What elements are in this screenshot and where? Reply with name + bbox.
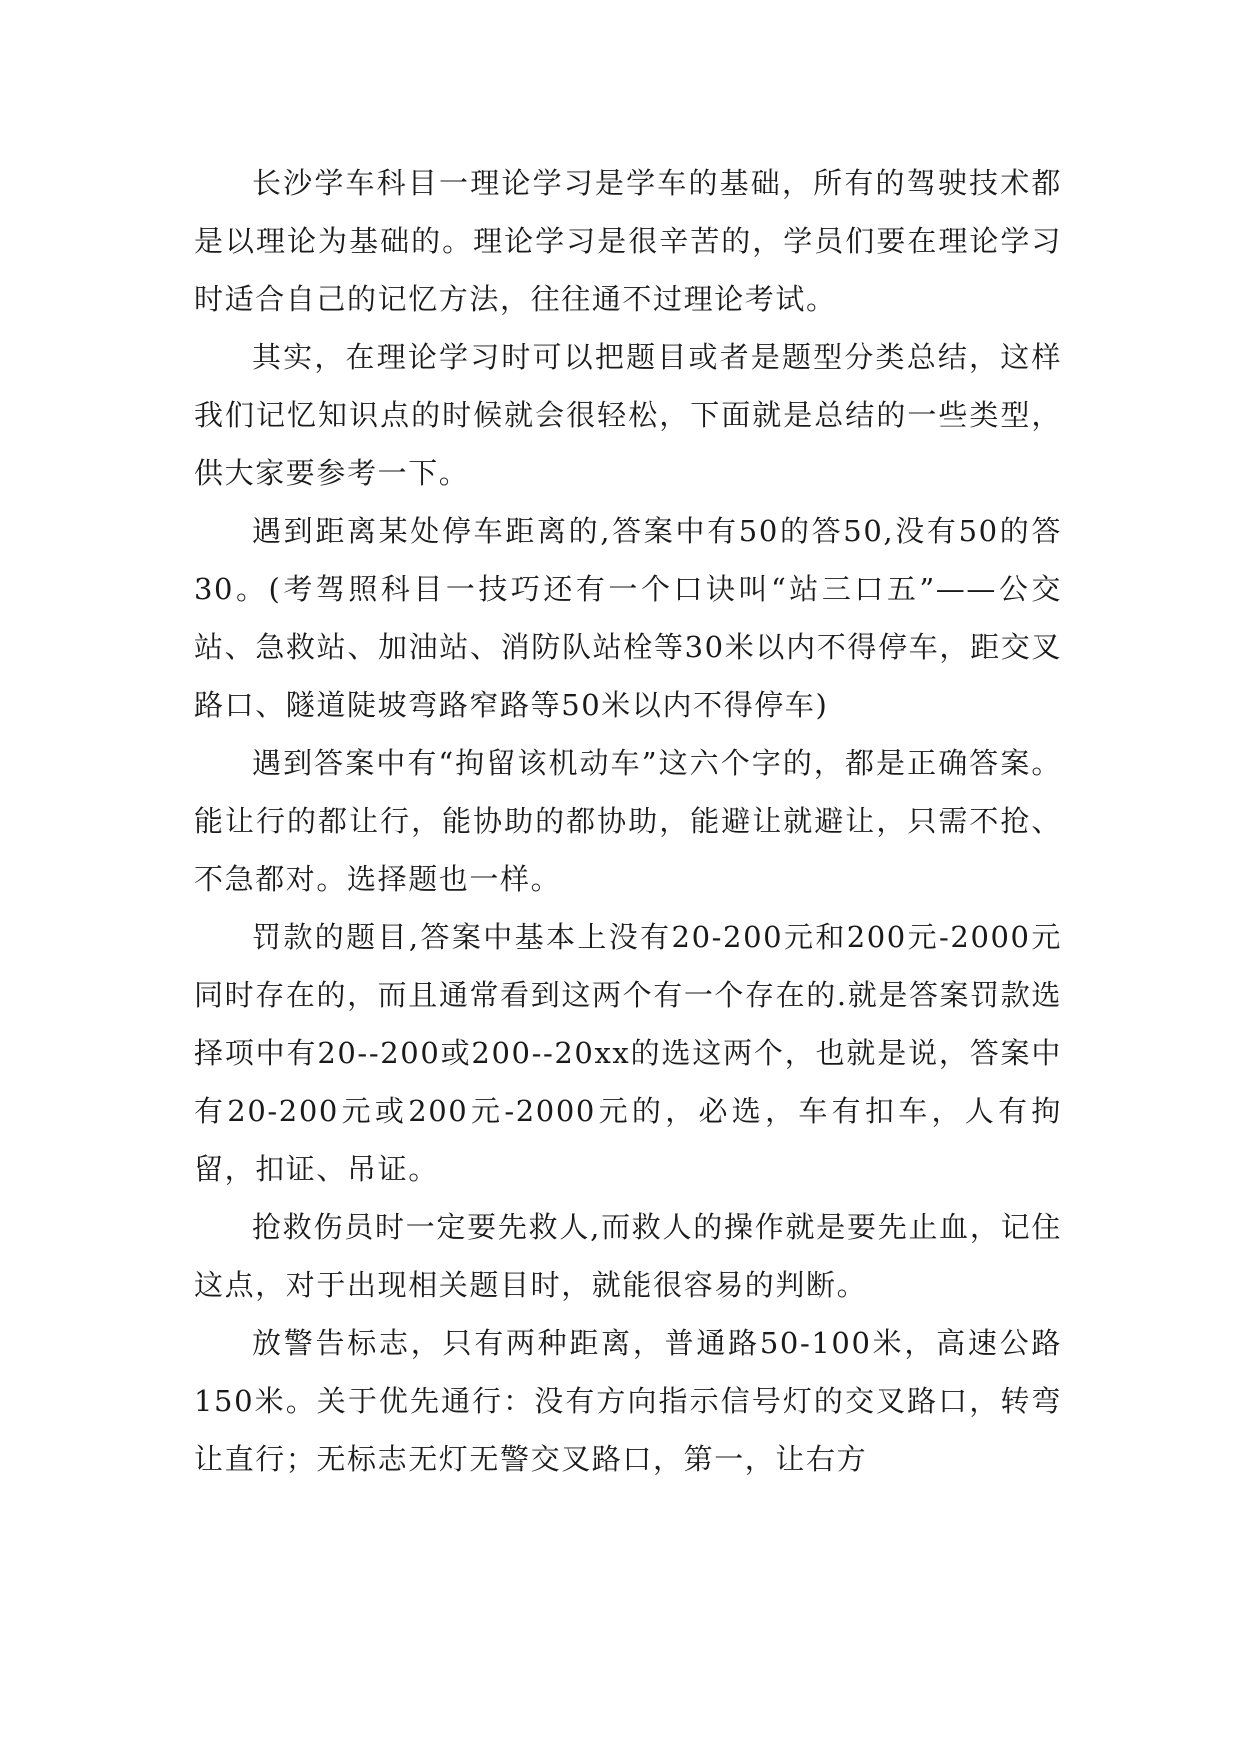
paragraph: 放警告标志，只有两种距离，普通路50-100米，高速公路150米。关于优先通行：没有方向指示信号灯的交叉路口，转弯让直行；无标志无灯无警交叉路口，第一，让右方 <box>194 1326 1062 1476</box>
paragraph: 遇到答案中有“拘留该机动车”这六个字的，都是正确答案。能让行的都让行，能协助的都协助，能避让就避让，只需不抢、不急都对。选择题也一样。 <box>194 746 1062 896</box>
paragraph: 罚款的题目,答案中基本上没有20-200元和200元-2000元同时存在的，而且通常看到这两个有一个存在的.就是答案罚款选择项中有20--200或200--20xx的选这两个，也就是说，答案中有20-200元或200元-2000元的，必选，车有扣车，人有拘留，扣证、吊证。 <box>194 920 1062 1186</box>
document-body <box>194 154 1062 1488</box>
paragraph: 抢救伤员时一定要先救人,而救人的操作就是要先止血，记住这点，对于出现相关题目时，就能很容易的判断。 <box>194 1210 1062 1302</box>
paragraph: 遇到距离某处停车距离的,答案中有50的答50,没有50的答30。(考驾照科目一技巧还有一个口诀叫“站三口五”——公交站、急救站、加油站、消防队站栓等30米以内不得停车，距交叉路口、隧道陡坡弯路窄路等50米以内不得停车) <box>194 514 1062 722</box>
paragraph: 长沙学车科目一理论学习是学车的基础，所有的驾驶技术都是以理论为基础的。理论学习是很辛苦的，学员们要在理论学习时适合自己的记忆方法，往往通不过理论考试。 <box>194 166 1062 316</box>
paragraph: 其实，在理论学习时可以把题目或者是题型分类总结，这样我们记忆知识点的时候就会很轻松，下面就是总结的一些类型，供大家要参考一下。 <box>194 340 1062 490</box>
